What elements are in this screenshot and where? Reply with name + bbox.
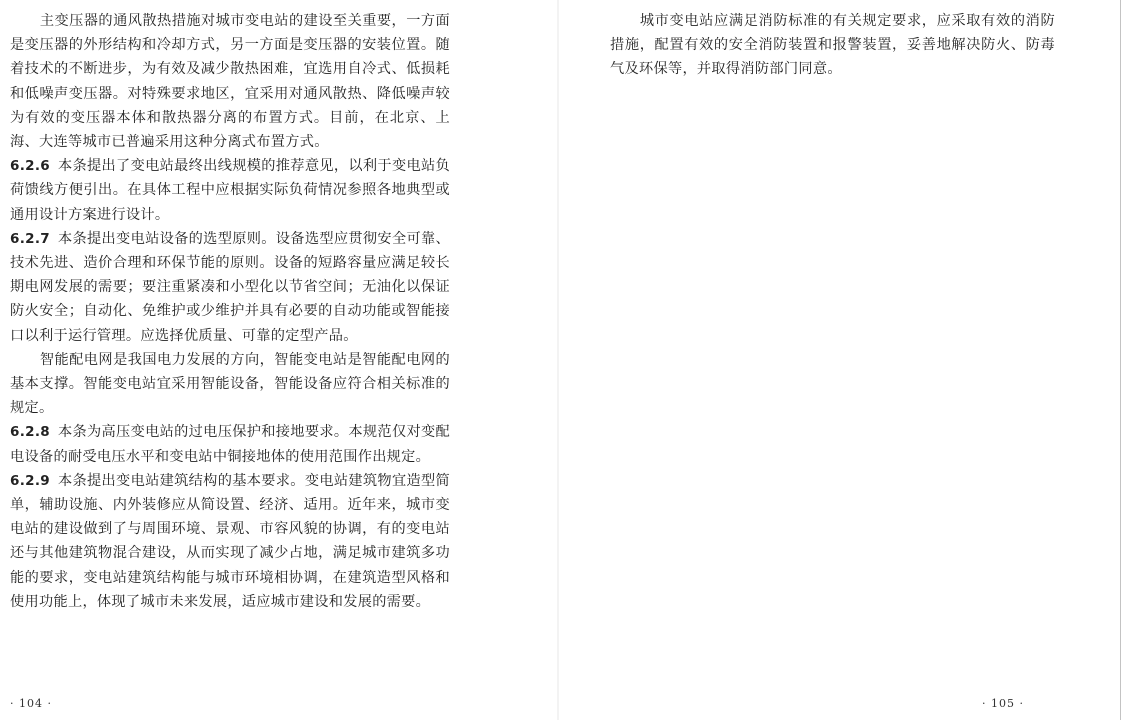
clause-6-2-9 bbox=[10, 469, 450, 614]
paragraph-text: 智能配电网是我国电力发展的方向，智能变电站是智能配电网的基本支撑。智能变电站宜采用智能设备，智能设备应符合相关标准的规定。 bbox=[10, 351, 450, 417]
clause-number: 6.2.8 bbox=[10, 424, 50, 441]
left-page bbox=[0, 0, 560, 720]
paragraph-text: 城市变电站应满足消防标准的有关规定要求，应采取有效的消防措施，配置有效的安全消防装置和报警装置，妥善地解决防火、防毒气及环保等，并取得消防部门同意。 bbox=[610, 13, 1055, 78]
clause-6-2-8 bbox=[10, 420, 450, 468]
paragraph-text: 主变压器的通风散热措施对城市变电站的建设至关重要，一方面是变压器的外形结构和冷却方式，另一方面是变压器的安装位置。随着技术的不断进步，为有效及减少散热困难，宜选用自冷式、低损耗和低噪声变压器。对特殊要求地区，宜采用对通风散热、降低噪声较为有效的变压器本体和散热器分离的布置方式。目前，在北京、上海、大连等城市已普遍采用这种分离式布置方式。 bbox=[10, 13, 450, 151]
page-number: · 104 · bbox=[10, 697, 52, 710]
clause-number: 6.2.7 bbox=[10, 230, 50, 247]
paragraph bbox=[10, 9, 450, 154]
page-edge bbox=[1120, 0, 1121, 720]
paragraph bbox=[610, 9, 1055, 82]
clause-number: 6.2.6 bbox=[10, 158, 50, 175]
page-number: · 105 · bbox=[982, 697, 1024, 710]
clause-text: 本条提出变电站设备的选型原则。设备选型应贯彻安全可靠、技术先进、造价合理和环保节能的原则。设备的短路容量应满足较长期电网发展的需要；要注重紧凑和小型化以节省空间；无油化以保证防火安全；自动化、免维护或少维护并具有必要的自动功能或智能接口以利于运行管理。应选择优质量、可靠的定型产品。 bbox=[10, 230, 450, 344]
clause-6-2-6 bbox=[10, 154, 450, 227]
clause-number: 6.2.9 bbox=[10, 472, 50, 489]
clause-text: 本条提出了变电站最终出线规模的推荐意见，以利于变电站负荷馈线方便引出。在具体工程中应根据实际负荷情况参照各地典型或通用设计方案进行设计。 bbox=[10, 158, 450, 223]
clause-text: 本条提出变电站建筑结构的基本要求。变电站建筑物宜造型简单，辅助设施、内外装修应从简设置、经济、适用。近年来，城市变电站的建设做到了与周围环境、景观、市容风貌的协调，有的变电站还与其他建筑物混合建设，从而实现了减少占地，满足城市建筑多功能的要求，变电站建筑结构能与城市环境相协调，在建筑造型风格和使用功能上，体现了城市未来发展，适应城市建设和发展的需要。 bbox=[10, 472, 450, 610]
clause-6-2-7 bbox=[10, 227, 450, 348]
left-page-body bbox=[10, 9, 450, 614]
clause-text: 本条为高压变电站的过电压保护和接地要求。本规范仅对变配电设备的耐受电压水平和变电站中铜接地体的使用范围作出规定。 bbox=[10, 424, 450, 465]
right-page bbox=[562, 0, 1123, 720]
paragraph bbox=[10, 348, 450, 421]
right-page-body bbox=[610, 9, 1055, 82]
